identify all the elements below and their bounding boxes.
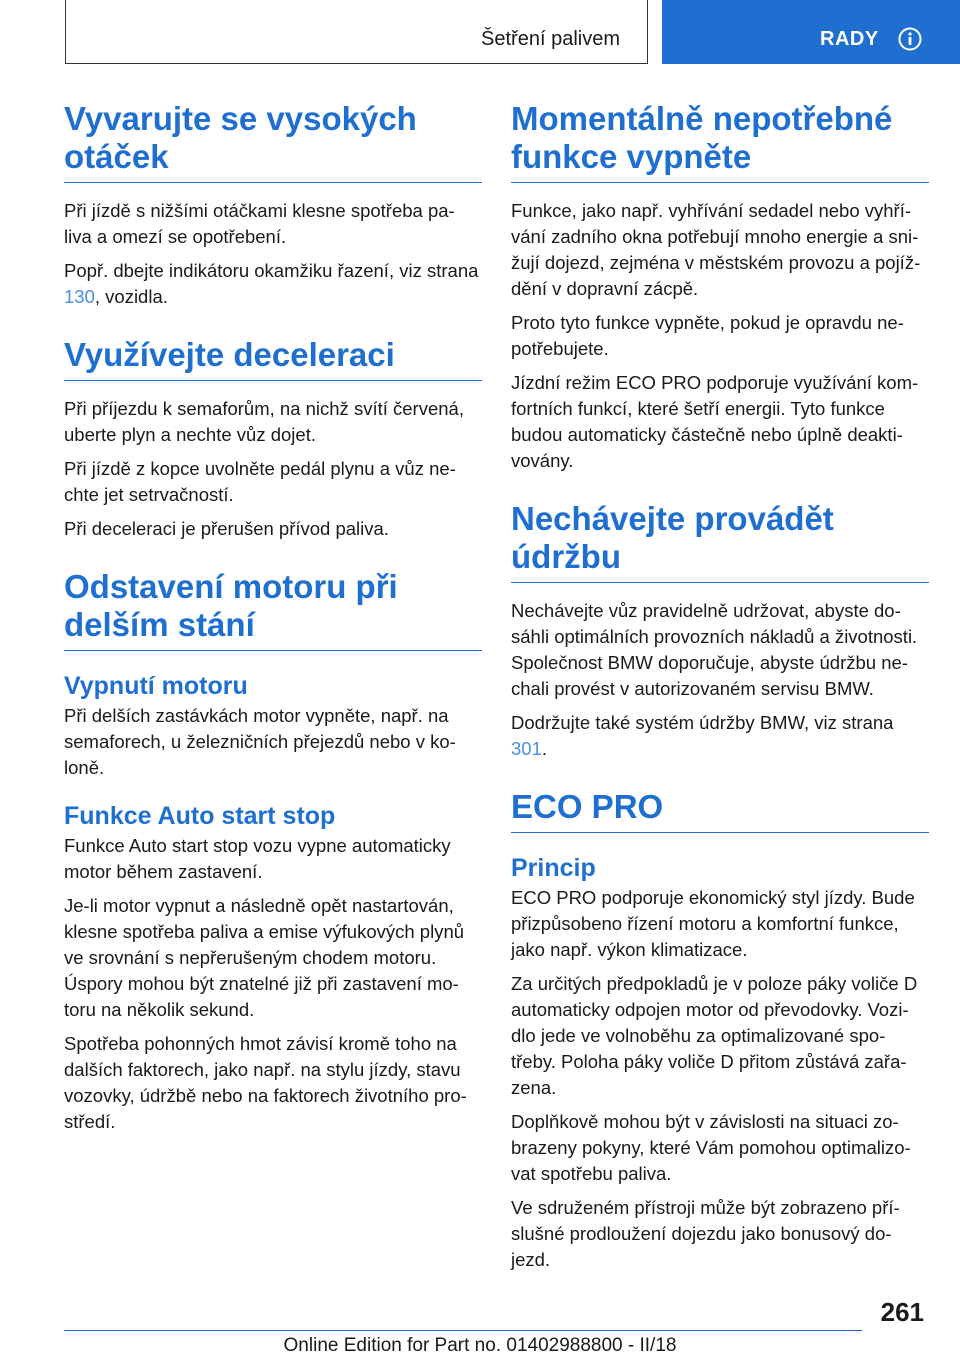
right-column (511, 100, 929, 1281)
paragraph: Je-li motor vypnut a následně opět nastartován, klesne spotřeba paliva a emise výfukových plynů ve srovnání s nepřerušeným chodem motoru. Úspory mohou být znatelné již při zastavení mo-toru na několik sekund. (64, 895, 465, 1020)
paragraph: Při delších zastávkách motor vypněte, např. na semaforech, u železničních přejezdů nebo v ko-loně. (64, 705, 456, 778)
left-column (64, 100, 482, 1143)
paragraph: Funkce Auto start stop vozu vypne automaticky motor během zastavení. (64, 835, 451, 882)
footer-edition (0, 1335, 960, 1357)
header-tab-rady[interactable] (662, 0, 960, 64)
heading-engine-stop: Odstavení motoru při delším stání (64, 568, 482, 651)
heading-maintenance: Nechávejte provádět údržbu (511, 500, 929, 583)
text: Dodržujte také systém údržby BMW, viz strana (511, 712, 894, 733)
paragraph: Při jízdě s nižšími otáčkami klesne spotřeba pa-liva a omezí se opotřebení. (64, 200, 455, 247)
paragraph: Ve sdruženém přístroji může být zobrazeno pří-slušné prodloužení dojezdu jako bonusový do-jezd. (511, 1197, 900, 1270)
paragraph: Jízdní režim ECO PRO podporuje využívání kom-fortních funkcí, které šetří energii. Tyto funkce budou automaticky částečně nebo úplně deakti-vovány. (511, 372, 919, 471)
paragraph-service-system (511, 710, 929, 762)
paragraph: Spotřeba pohonných hmot závisí kromě toho na dalších faktorech, jako např. na stylu jízdy, stavu vozovky, údržbě nebo na faktorech životního pro-středí. (64, 1033, 467, 1132)
text: . (541, 738, 548, 759)
text: , vozidla. (94, 286, 168, 307)
paragraph: Nechávejte vůz pravidelně udržovat, abyste do-sáhli optimálních provozních nákladů a životnosti. Společnost BMW doporučuje, abyste údržbu ne-chali provést v autorizovaném servisu BMW. (511, 600, 918, 699)
paragraph: Funkce, jako např. vyhřívání sedadel nebo vyhří-vání zadního okna potřebují mnoho energie a sni-žují dojezd, zejména v městském provozu a pojíž-dění v dopravní zácpě. (511, 200, 921, 299)
paragraph: Proto tyto funkce vypněte, pokud je opravdu ne-potřebujete. (511, 312, 904, 359)
subheading-auto-start-stop: Funkce Auto start stop (64, 802, 336, 830)
paragraph: Při jízdě z kopce uvolněte pedál plynu a vůz ne-chte jet setrvačností. (64, 458, 456, 505)
paragraph: Při deceleraci je přerušen přívod paliva. (64, 518, 389, 539)
paragraph: Za určitých předpokladů je v poloze páky voliče D automaticky odpojen motor od převodovky. Vozi-dlo jede ve volnoběhu za optimalizované spo-třeby. Poloha páky voliče D přitom zůstává zařa-zena. (511, 973, 918, 1098)
page-link-130[interactable]: 130 (64, 286, 95, 307)
paragraph: ECO PRO podporuje ekonomický styl jízdy. Bude přizpůsobeno řízení motoru a komfortní funkce, jako např. výkon klimatizace. (511, 887, 915, 960)
heading-high-rpm: Vyvarujte se vysokých otáček (64, 100, 482, 183)
info-icon (898, 27, 922, 51)
tab-label: RADY (820, 28, 879, 50)
page-link-301[interactable]: 301 (511, 738, 542, 759)
paragraph: Při příjezdu k semaforům, na nichž svítí červená, uberte plyn a nechte vůz dojet. (64, 398, 464, 445)
edition-text: Online Edition for Part no. 01402988800 - II/18 (283, 1335, 677, 1356)
heading-eco-pro: ECO PRO (511, 788, 929, 833)
paragraph-shift-indicator (64, 258, 482, 310)
heading-deceleration: Využívejte deceleraci (64, 336, 482, 381)
footer-divider (64, 1330, 862, 1331)
heading-unneeded-functions: Momentálně nepotřebné funkce vypněte (511, 100, 929, 183)
subheading-principle: Princip (511, 854, 596, 882)
header-section-title: Šetření palivem (481, 28, 620, 50)
text: Popř. dbejte indikátoru okamžiku řazení, viz strana (64, 260, 479, 281)
subheading-engine-off: Vypnutí motoru (64, 672, 248, 700)
paragraph: Doplňkově mohou být v závislosti na situaci zo-brazeny pokyny, které Vám pomohou optimalizo-vat spotřebu paliva. (511, 1111, 911, 1184)
page-number: 261 (880, 1297, 924, 1327)
